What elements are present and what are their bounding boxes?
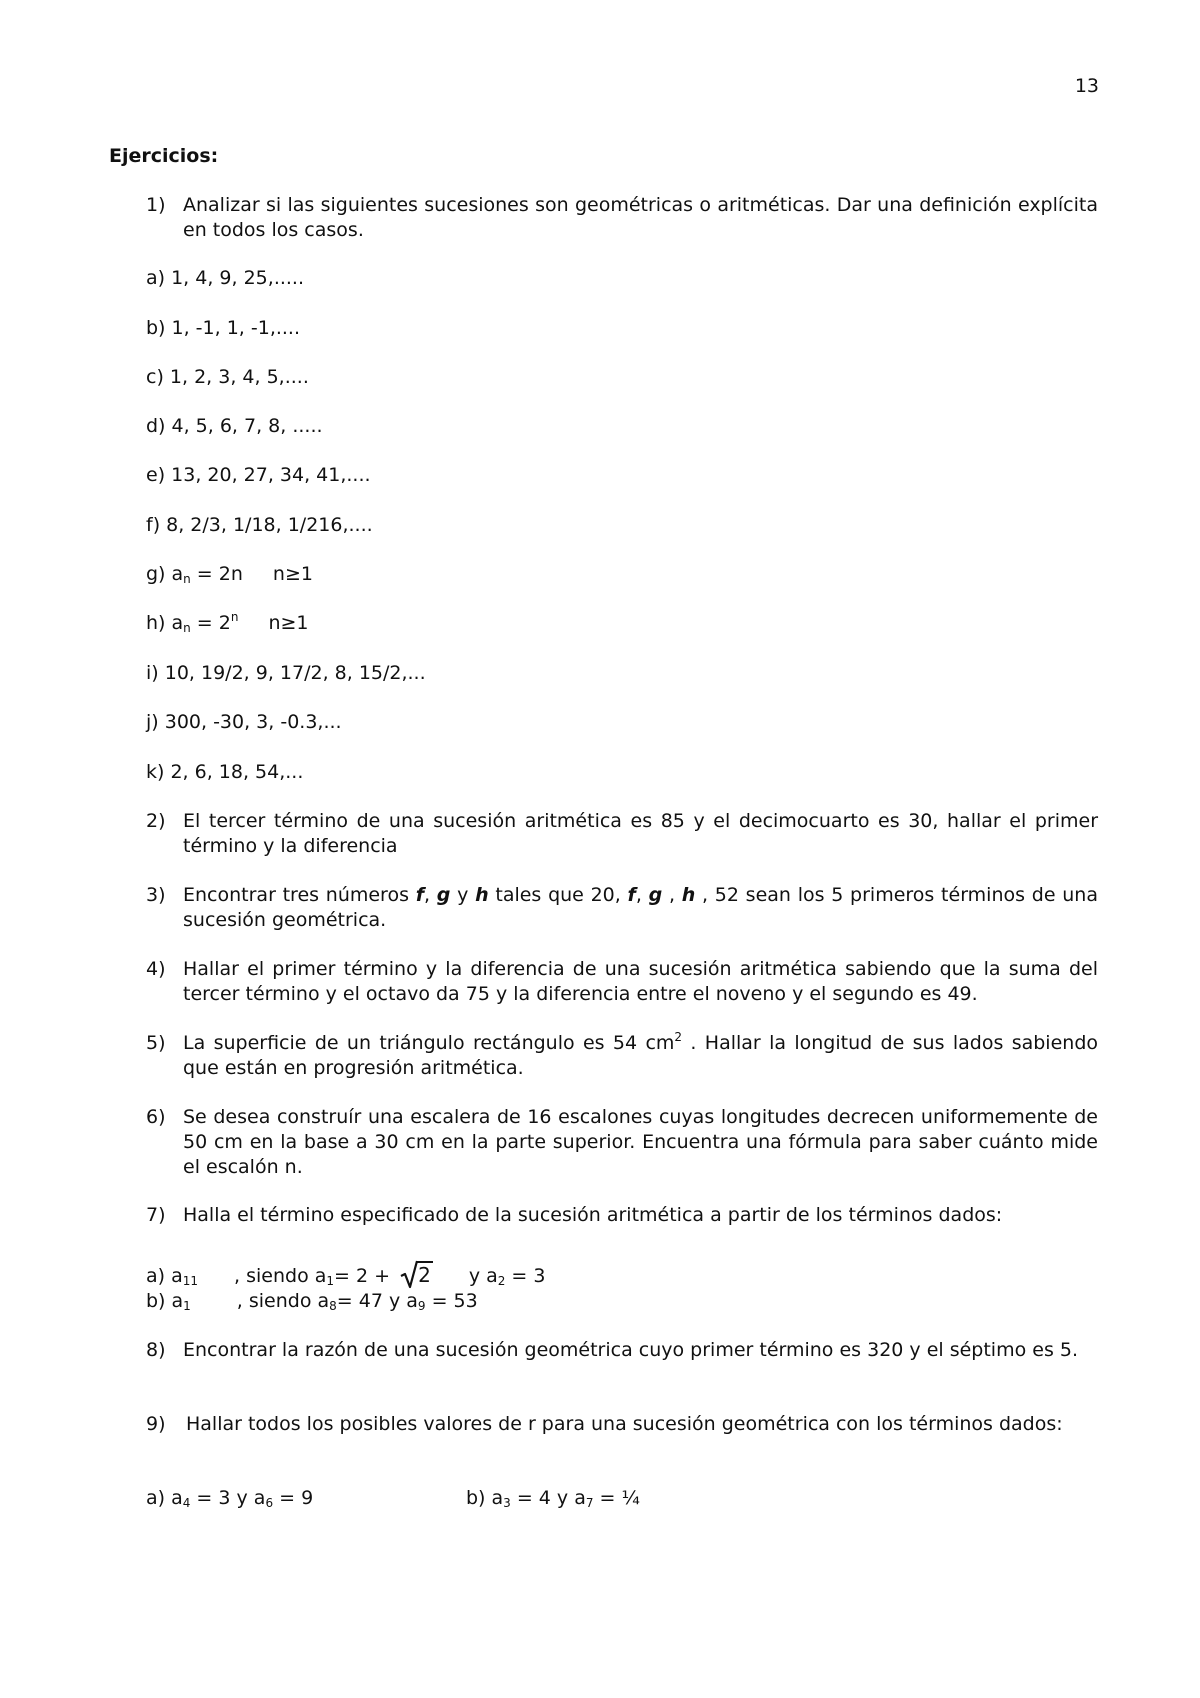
exercise-text: Halla el término especificado de la sucesión aritmética a partir de los términos dados: (183, 1204, 1003, 1226)
variable-h: h (681, 884, 696, 906)
subscript: 9 (417, 1299, 426, 1313)
exercise-text: Hallar todos los posibles valores de r para una sucesión geométrica con los términos dados: (186, 1413, 1063, 1435)
term-text: , siendo a (234, 1265, 327, 1287)
exercise-text: La superficie de un triángulo rectángulo es 54 cm (183, 1032, 675, 1054)
sequence-a: a) 1, 4, 9, 25,..... (146, 267, 305, 289)
term-text: = 4 y a (510, 1487, 586, 1509)
subscript: 1 (326, 1274, 335, 1288)
term-text: = 47 y a (336, 1290, 418, 1312)
term-text: = 53 (425, 1290, 478, 1312)
exercise-7-part-a (146, 1263, 545, 1289)
section-heading: Ejercicios: (109, 145, 219, 167)
exercise-7-part-b (146, 1289, 478, 1314)
sequence-c: c) 1, 2, 3, 4, 5,.... (146, 366, 309, 388)
subscript: 4 (182, 1496, 191, 1510)
variable-f: f (627, 884, 636, 906)
sequence-d: d) 4, 5, 6, 7, 8, ..... (146, 415, 323, 437)
variable-h: h (475, 884, 489, 906)
sequence-e: e) 13, 20, 27, 34, 41,.... (146, 464, 371, 486)
exercise-number: 5) (146, 1032, 166, 1054)
exercise-8 (146, 1338, 1098, 1363)
separator: , (424, 884, 437, 906)
term-text: = 3 y a (190, 1487, 266, 1509)
subscript: 2 (497, 1274, 506, 1288)
exponent: 2 (674, 1030, 683, 1044)
sequence-h-formula: = 2 (190, 612, 231, 634)
subscript: 7 (585, 1496, 594, 1510)
exercise-text: tales que 20, (488, 884, 628, 906)
variable-g: g (648, 884, 663, 906)
subscript: 3 (503, 1496, 511, 1510)
exercise-text: El tercer término de una sucesión aritmética es 85 y el decimocuarto es 30, hallar el primer término y la diferencia (183, 810, 1098, 857)
exercise-text: Encontrar la razón de una sucesión geométrica cuyo primer término es 320 y el séptimo es 5. (183, 1339, 1079, 1361)
separator: y (450, 884, 476, 906)
exercise-1 (146, 193, 1098, 243)
exercise-text: Se desea construír una escalera de 16 escalones cuyas longitudes decrecen uniformemente de 50 cm en la base a 30 cm en la parte superior. Encuentra una fórmula para saber cuánto mide el escalón n. (183, 1106, 1098, 1178)
subscript: 1 (183, 1299, 191, 1313)
exercise-text: Encontrar tres números (183, 884, 416, 906)
sequence-g-subscript: n (183, 572, 191, 586)
sequence-h-subscript: n (183, 621, 191, 635)
subscript: 6 (265, 1496, 274, 1510)
exercise-text: . Hallar la longitud de sus lados sabiendo que están en progresión aritmética. (183, 1032, 1099, 1079)
exercise-text: Analizar si las siguientes sucesiones son geométricas o aritméticas. Dar una definición explícita en todos los casos. (183, 194, 1098, 241)
exercise-5 (146, 1031, 1098, 1081)
term-text: = 2 + (334, 1265, 397, 1287)
exercise-number: 4) (146, 958, 166, 980)
exercise-number: 8) (146, 1339, 166, 1361)
sequence-h-prefix: h) a (146, 612, 184, 634)
exercise-number: 2) (146, 810, 166, 832)
sequence-g-formula: = 2n (190, 563, 243, 585)
term-label: a) a (146, 1265, 183, 1287)
sequence-g-condition: n≥1 (272, 563, 313, 585)
exercise-number: 9) (146, 1413, 166, 1435)
term-label: b) a (146, 1290, 184, 1312)
exercise-9 (146, 1412, 1098, 1437)
page-number: 13 (1074, 75, 1099, 97)
exercise-number: 7) (146, 1204, 166, 1226)
separator: , (662, 884, 682, 906)
sequence-h-exponent: n (230, 610, 239, 624)
separator: , (635, 884, 649, 906)
sequence-j: j) 300, -30, 3, -0.3,... (146, 711, 342, 733)
exercise-3 (146, 883, 1098, 933)
sequence-g-prefix: g) a (146, 563, 184, 585)
sequence-h (146, 611, 309, 636)
exercise-text: Hallar el primer término y la diferencia de una sucesión aritmética sabiendo que la suma del tercer término y el octavo da 75 y la diferencia entre el noveno y el segundo es 49. (183, 958, 1098, 1005)
square-root-icon (400, 1263, 433, 1289)
subscript: 11 (182, 1274, 199, 1288)
exercise-2 (146, 809, 1098, 859)
term-text: , siendo a (236, 1290, 330, 1312)
sequence-k: k) 2, 6, 18, 54,... (146, 761, 304, 783)
sequence-g (146, 562, 313, 587)
exercise-4 (146, 957, 1098, 1007)
variable-g: g (436, 884, 451, 906)
exercise-6 (146, 1105, 1098, 1180)
sequence-b: b) 1, -1, 1, -1,.... (146, 317, 301, 339)
sequence-h-condition: n≥1 (268, 612, 309, 634)
term-text: = ¼ (593, 1487, 640, 1509)
exercise-number: 3) (146, 884, 166, 906)
term-text: y a (468, 1265, 498, 1287)
radicand: 2 (418, 1263, 431, 1287)
subscript: 8 (329, 1299, 337, 1313)
variable-f: f (415, 884, 424, 906)
sequence-i: i) 10, 19/2, 9, 17/2, 8, 15/2,... (146, 662, 426, 684)
exercise-9-part-a (146, 1486, 313, 1511)
term-label: a) a (146, 1487, 183, 1509)
term-label: b) a (466, 1487, 504, 1509)
exercise-9-part-b (466, 1486, 640, 1511)
term-text: = 3 (505, 1265, 546, 1287)
exercise-number: 6) (146, 1106, 166, 1128)
exercise-text: , 52 sean los 5 primeros términos de una sucesión geométrica. (183, 884, 1098, 931)
exercise-7 (146, 1203, 1098, 1228)
term-text: = 9 (273, 1487, 314, 1509)
exercise-number: 1) (146, 194, 166, 216)
sequence-f: f) 8, 2/3, 1/18, 1/216,.... (146, 514, 373, 536)
